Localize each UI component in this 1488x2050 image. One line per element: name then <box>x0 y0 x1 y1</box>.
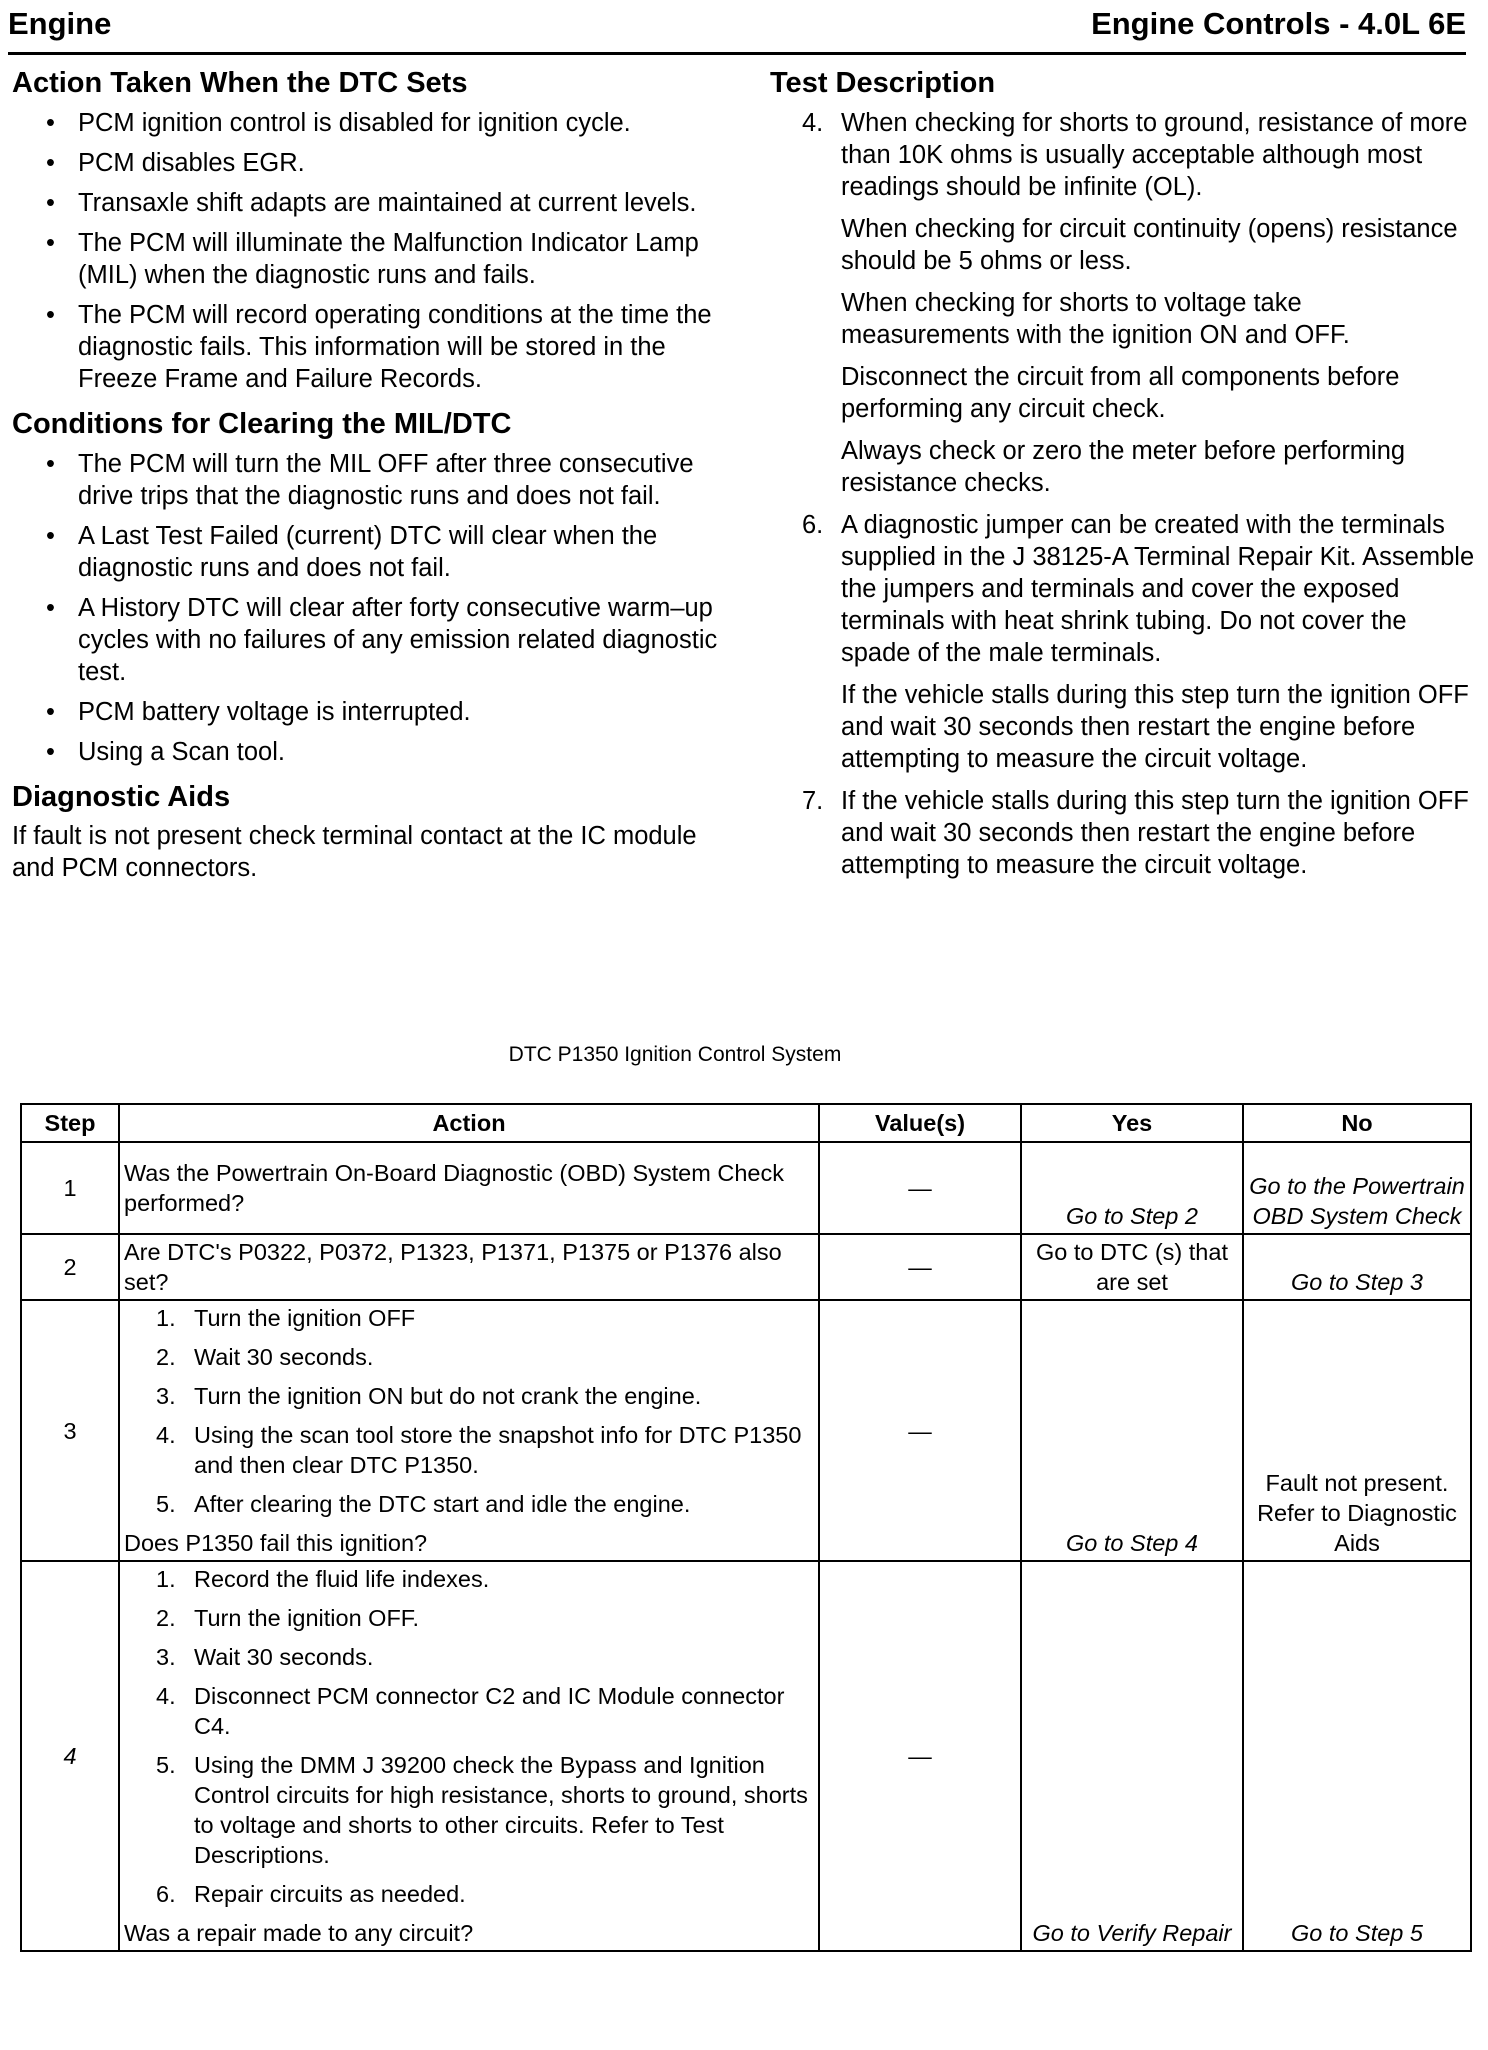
action-question: Was the Powertrain On-Board Diagnostic (OBD) System Check performed? <box>124 1160 784 1216</box>
action-cell <box>119 1300 819 1561</box>
action-taken-list <box>12 107 720 395</box>
list-item: 1. Turn the ignition OFF <box>156 1305 416 1331</box>
diagnostic-aids-text: If fault is not present check terminal contact at the IC module and PCM connectors. <box>12 822 697 883</box>
column-header-action: Action <box>119 1104 819 1142</box>
left-column <box>12 66 720 884</box>
no-cell-text: Fault not present. Refer to Diagnostic Aids <box>1257 1470 1457 1556</box>
list-item: • The PCM will record operating conditions at the time the diagnostic fails. This information will be stored in the Freeze Frame and Failure Records. <box>46 300 712 393</box>
step-number: 3 <box>21 1300 119 1561</box>
list-item: 2. Turn the ignition OFF. <box>156 1605 420 1631</box>
action-taken-heading: Action Taken When the DTC Sets <box>12 67 468 99</box>
table-header-row <box>21 1104 1471 1142</box>
action-question: Are DTC's P0322, P0372, P1323, P1371, P1375 or P1376 also set? <box>124 1239 782 1295</box>
table-row <box>21 1561 1471 1951</box>
no-cell: Go to Step 5 <box>1243 1561 1471 1951</box>
test-description-heading: Test Description <box>770 67 996 99</box>
column-header-step: Step <box>21 1104 119 1142</box>
step-number: 1 <box>21 1142 119 1234</box>
value-cell: — <box>819 1142 1021 1234</box>
column-header-values: Value(s) <box>819 1104 1021 1142</box>
column-header-yes: Yes <box>1021 1104 1243 1142</box>
header-section: Engine <box>8 6 112 41</box>
list-item: • A Last Test Failed (current) DTC will clear when the diagnostic runs and does not fail. <box>46 521 658 582</box>
action-question: Does P1350 fail this ignition? <box>124 1530 428 1556</box>
yes-cell: Go to Step 4 <box>1021 1300 1243 1561</box>
list-item: 2. Wait 30 seconds. <box>156 1344 374 1370</box>
clearing-heading: Conditions for Clearing the MIL/DTC <box>12 407 512 440</box>
clearing-list <box>12 448 720 768</box>
action-cell <box>119 1234 819 1300</box>
action-steps <box>124 1564 814 1909</box>
list-item: • The PCM will turn the MIL OFF after three consecutive drive trips that the diagnostic runs and does not fail. <box>46 449 694 510</box>
yes-cell: Go to DTC (s) that are set <box>1021 1234 1243 1300</box>
test-item-4: 4. When checking for shorts to ground, resistance of more than 10K ohms is usually acceptable although most readings should be infinite (OL). When checking for circuit continuity (opens) resistance should be 5 ohms or less. When checking for shorts to voltage take measurements with the ignition ON and OFF. Disconnect the circuit from all components before performing any circuit check. Always check or zero the meter before performing resistance checks. <box>802 108 1468 497</box>
page-header <box>8 4 1466 55</box>
action-question: Was a repair made to any circuit? <box>124 1920 474 1946</box>
no-cell <box>1243 1300 1471 1561</box>
step-number: 2 <box>21 1234 119 1300</box>
action-cell <box>119 1142 819 1234</box>
list-item: 3. Wait 30 seconds. <box>156 1644 374 1670</box>
value-cell: — <box>819 1300 1021 1561</box>
yes-cell: Go to Verify Repair <box>1021 1561 1243 1951</box>
list-item: 3. Turn the ignition ON but do not crank the engine. <box>156 1383 702 1409</box>
no-cell: Go to the Powertrain OBD System Check <box>1243 1142 1471 1234</box>
diagnostic-aids-heading: Diagnostic Aids <box>12 780 231 813</box>
value-cell: — <box>819 1234 1021 1300</box>
list-item: 5. Using the DMM J 39200 check the Bypass and Ignition Control circuits for high resistance, shorts to ground, shorts to voltage and shorts to other circuits. Refer to Test Descriptions. <box>156 1752 808 1868</box>
list-item: • A History DTC will clear after forty consecutive warm–up cycles with no failures of any emission related diagnostic test. <box>46 593 718 686</box>
test-item-6: 6. A diagnostic jumper can be created with the terminals supplied in the J 38125-A Terminal Repair Kit. Assemble the jumpers and terminals and cover the exposed terminals with heat shrink tubing. Do not cover the spade of the male terminals. If the vehicle stalls during this step turn the ignition OFF and wait 30 seconds then restart the engine before attempting to measure the circuit voltage. <box>802 510 1475 773</box>
table-caption: DTC P1350 Ignition Control System <box>508 1043 842 1066</box>
list-item: • PCM battery voltage is interrupted. <box>46 697 471 726</box>
list-item: • Transaxle shift adapts are maintained at current levels. <box>46 188 697 217</box>
list-item: 1. Record the fluid life indexes. <box>156 1566 490 1592</box>
yes-cell: Go to Step 2 <box>1021 1142 1243 1234</box>
table-row <box>21 1234 1471 1300</box>
no-cell: Go to Step 3 <box>1243 1234 1471 1300</box>
list-item: • PCM ignition control is disabled for ignition cycle. <box>46 108 631 137</box>
right-column <box>770 66 1476 891</box>
header-chapter: Engine Controls - 4.0L 6E <box>1091 6 1466 41</box>
list-item: 4. Using the scan tool store the snapshot info for DTC P1350 and then clear DTC P1350. <box>156 1422 802 1478</box>
list-item: • Using a Scan tool. <box>46 737 285 766</box>
table-row <box>21 1300 1471 1561</box>
list-item: • The PCM will illuminate the Malfunction Indicator Lamp (MIL) when the diagnostic runs and fails. <box>46 228 699 289</box>
table-row <box>21 1142 1471 1234</box>
list-item: • PCM disables EGR. <box>46 148 305 177</box>
action-cell <box>119 1561 819 1951</box>
list-item: 6. Repair circuits as needed. <box>156 1881 466 1907</box>
list-item: 5. After clearing the DTC start and idle the engine. <box>156 1491 691 1517</box>
action-steps <box>124 1303 814 1519</box>
list-item: 4. Disconnect PCM connector C2 and IC Module connector C4. <box>156 1683 785 1739</box>
step-number: 4 <box>21 1561 119 1951</box>
test-item-7: 7. If the vehicle stalls during this step turn the ignition OFF and wait 30 seconds then restart the engine before attempting to measure the circuit voltage. <box>802 786 1469 879</box>
column-header-no: No <box>1243 1104 1471 1142</box>
value-cell: — <box>819 1561 1021 1951</box>
diagnostic-table <box>20 1103 1472 1952</box>
